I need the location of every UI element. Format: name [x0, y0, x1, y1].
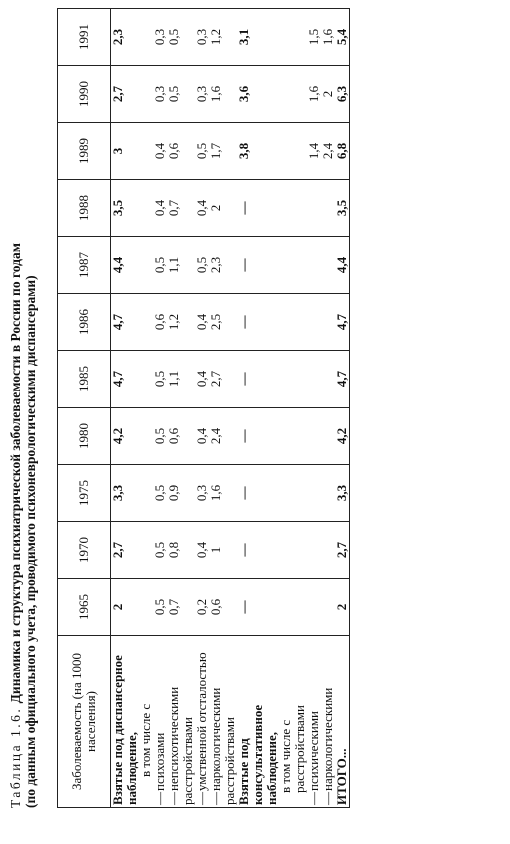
value-cell: 0,4: [153, 180, 167, 237]
header-label: Заболеваемость (на 1000 населения): [58, 636, 111, 808]
value-cell: 3,5: [111, 180, 140, 237]
value-cell: [321, 351, 335, 408]
year-header: 1989: [58, 123, 111, 180]
value-cell: 2: [321, 66, 335, 123]
value-cell: [279, 522, 307, 579]
value-cell: [307, 465, 321, 522]
table-header-row: [58, 9, 111, 808]
value-cell: 1,6: [209, 465, 237, 522]
value-cell: [139, 579, 153, 636]
value-cell: [279, 351, 307, 408]
value-cell: 0,2: [195, 579, 209, 636]
value-cell: 3: [111, 123, 140, 180]
year-header: 1980: [58, 408, 111, 465]
value-cell: 4,2: [335, 408, 350, 465]
value-cell: [307, 579, 321, 636]
value-cell: 0,4: [195, 351, 209, 408]
value-cell: 0,5: [153, 579, 167, 636]
year-header: 1990: [58, 66, 111, 123]
value-cell: 5,4: [335, 9, 350, 66]
row-label: [307, 636, 321, 808]
dash-marker: —: [166, 792, 181, 805]
value-cell: 0,3: [195, 9, 209, 66]
value-cell: 4,7: [335, 294, 350, 351]
table-row: [111, 9, 140, 808]
value-cell: 0,3: [153, 9, 167, 66]
value-cell: —: [237, 579, 279, 636]
row-label-text: психозами: [152, 732, 167, 791]
value-cell: 0,4: [195, 180, 209, 237]
value-cell: [279, 237, 307, 294]
value-cell: 6,8: [335, 123, 350, 180]
year-header: 1985: [58, 351, 111, 408]
value-cell: 0,4: [195, 408, 209, 465]
value-cell: 2: [209, 180, 237, 237]
value-cell: 2,7: [209, 351, 237, 408]
value-cell: 4,7: [111, 351, 140, 408]
row-label-text: Взятые под диспансерное наблюдение,: [110, 655, 139, 805]
table-row: [153, 9, 167, 808]
table-row: [279, 9, 307, 808]
value-cell: [139, 294, 153, 351]
value-cell: 6,3: [335, 66, 350, 123]
value-cell: 0,7: [167, 579, 195, 636]
caption-subtitle: (по данным официального учета, проводимого психоневрологическими диспансерами): [23, 275, 38, 808]
value-cell: 1,6: [307, 66, 321, 123]
row-label-text: в том числе с расстройствами: [278, 705, 307, 793]
row-label-text: психическими: [306, 711, 321, 791]
value-cell: 0,8: [167, 522, 195, 579]
value-cell: 3,1: [237, 9, 279, 66]
year-header: 1965: [58, 579, 111, 636]
value-cell: [139, 66, 153, 123]
table-body: [111, 9, 350, 808]
table-row: [307, 9, 321, 808]
value-cell: 0,5: [153, 237, 167, 294]
value-cell: —: [237, 522, 279, 579]
row-label: [321, 636, 335, 808]
value-cell: 0,4: [195, 522, 209, 579]
value-cell: [321, 180, 335, 237]
dash-marker: —: [320, 792, 335, 805]
value-cell: 4,4: [111, 237, 140, 294]
value-cell: 1,5: [307, 9, 321, 66]
value-cell: 0,5: [195, 237, 209, 294]
value-cell: 3,8: [237, 123, 279, 180]
dash-marker: —: [194, 792, 209, 805]
row-label: [167, 636, 195, 808]
year-header: 1975: [58, 465, 111, 522]
year-header: 1987: [58, 237, 111, 294]
row-label: [195, 636, 209, 808]
value-cell: [307, 237, 321, 294]
row-label: [111, 636, 140, 808]
value-cell: [139, 180, 153, 237]
caption-label: Таблица 1.6.: [8, 706, 23, 808]
value-cell: —: [237, 180, 279, 237]
value-cell: —: [237, 237, 279, 294]
dash-marker: —: [306, 792, 321, 805]
value-cell: 3,3: [111, 465, 140, 522]
value-cell: 0,6: [153, 294, 167, 351]
value-cell: 2,7: [335, 522, 350, 579]
caption-title: Динамика и структура психиатрической заболеваемости в России по годам: [8, 243, 23, 704]
value-cell: 4,7: [335, 351, 350, 408]
value-cell: [279, 9, 307, 66]
row-label: [139, 636, 153, 808]
value-cell: 0,3: [195, 465, 209, 522]
value-cell: [139, 465, 153, 522]
year-header: 1970: [58, 522, 111, 579]
value-cell: [279, 579, 307, 636]
row-label-text: в том числе с: [138, 703, 153, 777]
value-cell: 1,1: [167, 351, 195, 408]
value-cell: 1,7: [209, 123, 237, 180]
value-cell: 2,3: [111, 9, 140, 66]
value-cell: 0,5: [167, 9, 195, 66]
value-cell: 0,4: [195, 294, 209, 351]
value-cell: 2,4: [321, 123, 335, 180]
value-cell: [321, 408, 335, 465]
value-cell: [139, 237, 153, 294]
year-header: 1991: [58, 9, 111, 66]
value-cell: [307, 408, 321, 465]
value-cell: [321, 522, 335, 579]
value-cell: 2,4: [209, 408, 237, 465]
row-label: [153, 636, 167, 808]
value-cell: —: [237, 408, 279, 465]
value-cell: 1,1: [167, 237, 195, 294]
value-cell: 2,3: [209, 237, 237, 294]
value-cell: 0,5: [167, 66, 195, 123]
value-cell: 4,4: [335, 237, 350, 294]
value-cell: [307, 294, 321, 351]
value-cell: 3,6: [237, 66, 279, 123]
value-cell: 0,5: [195, 123, 209, 180]
table-row: [237, 9, 279, 808]
value-cell: [321, 294, 335, 351]
row-label: [209, 636, 237, 808]
value-cell: [139, 123, 153, 180]
value-cell: [321, 237, 335, 294]
row-label: [237, 636, 279, 808]
morbidity-table: [57, 8, 350, 808]
dash-marker: —: [208, 792, 223, 805]
table-row: [321, 9, 335, 808]
value-cell: [307, 522, 321, 579]
value-cell: 1,2: [209, 9, 237, 66]
value-cell: 0,5: [153, 351, 167, 408]
value-cell: 1,2: [167, 294, 195, 351]
value-cell: 1: [209, 522, 237, 579]
value-cell: 0,4: [153, 123, 167, 180]
value-cell: 0,9: [167, 465, 195, 522]
value-cell: [279, 123, 307, 180]
row-label: [279, 636, 307, 808]
row-label-text: непсихотическими расстройствами: [166, 686, 195, 805]
row-label-text: Взятые под консультативное наблюдение,: [236, 704, 279, 805]
row-label-text: наркологическими: [320, 687, 335, 791]
value-cell: —: [237, 465, 279, 522]
value-cell: 2: [111, 579, 140, 636]
value-cell: [139, 351, 153, 408]
row-label: [335, 636, 350, 808]
value-cell: [307, 351, 321, 408]
value-cell: [279, 180, 307, 237]
table-caption: [8, 18, 38, 808]
value-cell: [279, 465, 307, 522]
row-label-text: ИТОГО...: [334, 748, 349, 805]
row-label-text: умственной отсталостью: [194, 652, 209, 791]
table-row: [167, 9, 195, 808]
value-cell: 0,5: [153, 408, 167, 465]
row-label-text: наркологическими расстройствами: [208, 687, 237, 805]
value-cell: 0,7: [167, 180, 195, 237]
table-row: [139, 9, 153, 808]
value-cell: [279, 66, 307, 123]
value-cell: 0,6: [209, 579, 237, 636]
dash-marker: —: [152, 792, 167, 805]
value-cell: [321, 579, 335, 636]
value-cell: [279, 408, 307, 465]
value-cell: 1,6: [321, 9, 335, 66]
value-cell: 0,6: [167, 408, 195, 465]
value-cell: 3,3: [335, 465, 350, 522]
value-cell: [139, 9, 153, 66]
value-cell: 3,5: [335, 180, 350, 237]
value-cell: 0,5: [153, 465, 167, 522]
value-cell: 0,5: [153, 522, 167, 579]
value-cell: 2: [335, 579, 350, 636]
value-cell: 4,2: [111, 408, 140, 465]
value-cell: —: [237, 351, 279, 408]
value-cell: 2,7: [111, 522, 140, 579]
value-cell: [139, 522, 153, 579]
value-cell: 0,3: [195, 66, 209, 123]
value-cell: 1,4: [307, 123, 321, 180]
value-cell: [307, 180, 321, 237]
value-cell: [321, 465, 335, 522]
table-row: [335, 9, 350, 808]
year-header: 1988: [58, 180, 111, 237]
value-cell: 2,7: [111, 66, 140, 123]
value-cell: 0,6: [167, 123, 195, 180]
value-cell: 4,7: [111, 294, 140, 351]
table-row: [195, 9, 209, 808]
value-cell: 1,6: [209, 66, 237, 123]
value-cell: [279, 294, 307, 351]
value-cell: 0,3: [153, 66, 167, 123]
table-row: [209, 9, 237, 808]
value-cell: —: [237, 294, 279, 351]
value-cell: [139, 408, 153, 465]
year-header: 1986: [58, 294, 111, 351]
value-cell: 2,5: [209, 294, 237, 351]
